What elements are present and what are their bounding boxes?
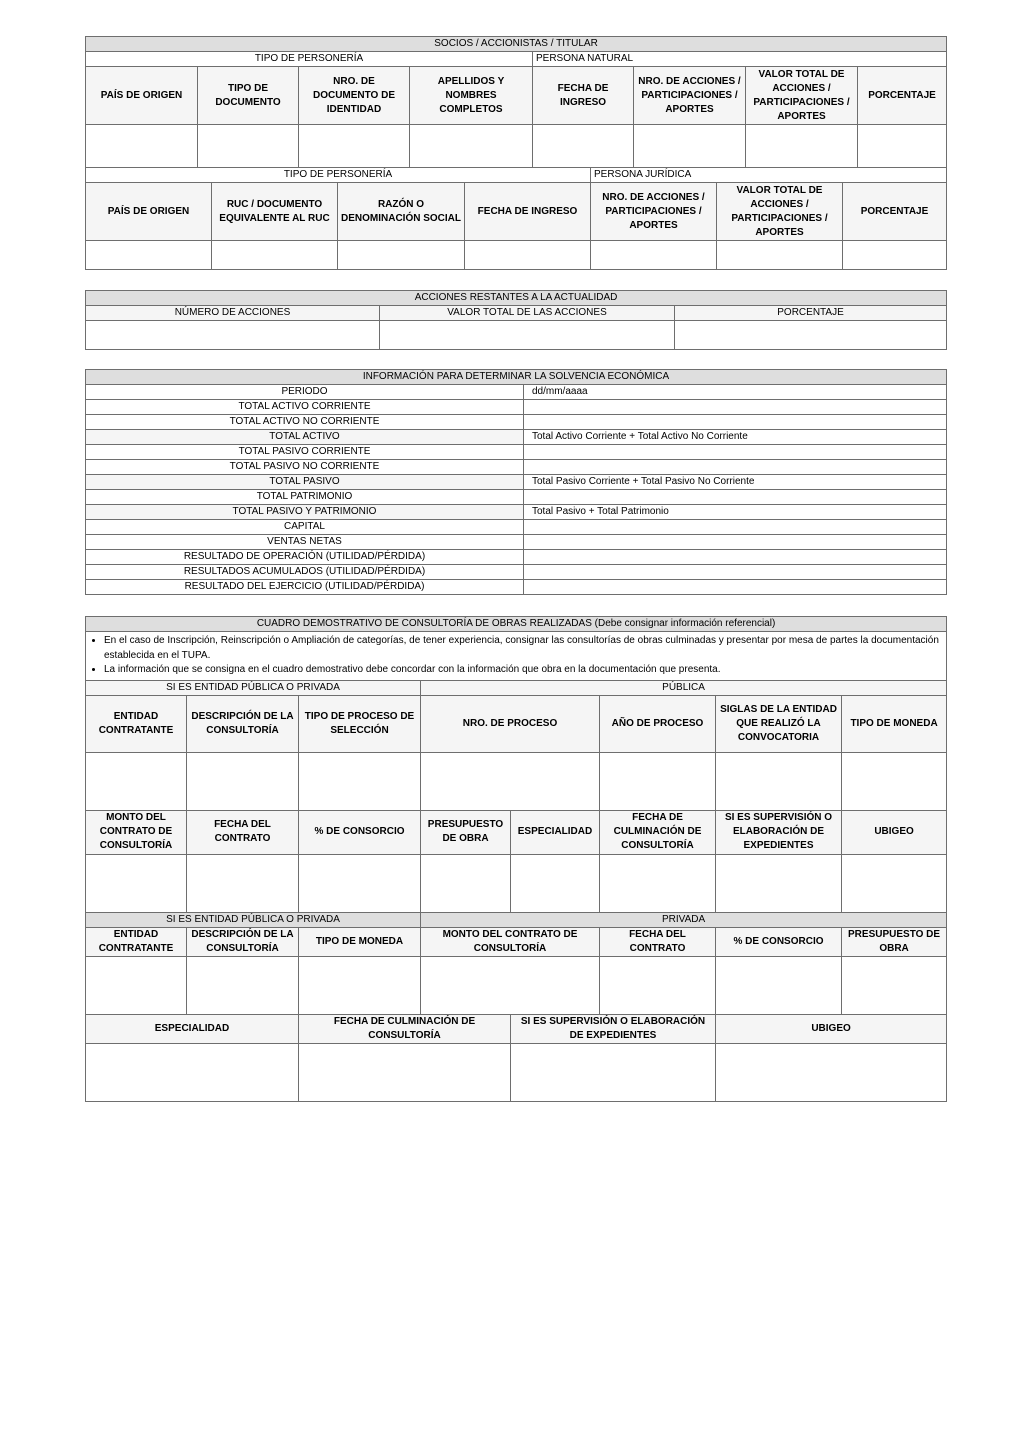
col-porcentaje-consorcio: % DE CONSORCIO [299, 810, 421, 854]
row-label: TOTAL PASIVO [86, 475, 524, 490]
juridica-input-cell[interactable] [717, 241, 843, 270]
solvencia-table [85, 369, 947, 595]
acciones-input-cell[interactable] [86, 321, 380, 350]
publica-input-cell[interactable] [511, 854, 600, 912]
juridica-input-cell[interactable] [843, 241, 947, 270]
col-monto-contrato: MONTO DEL CONTRATO DE CONSULTORÍA [421, 927, 600, 956]
natural-input-cell[interactable] [299, 125, 410, 168]
acciones-table [85, 290, 947, 350]
col-monto-contrato: MONTO DEL CONTRATO DE CONSULTORÍA [86, 810, 187, 854]
row-value[interactable] [524, 565, 947, 580]
publica-input-cell[interactable] [716, 752, 842, 810]
privada-input-cell[interactable] [86, 956, 187, 1014]
row-value[interactable] [524, 520, 947, 535]
col-porcentaje: PORCENTAJE [675, 306, 947, 321]
row-value[interactable] [524, 400, 947, 415]
row-label: TOTAL PASIVO NO CORRIENTE [86, 460, 524, 475]
row-value[interactable] [524, 535, 947, 550]
privada-input-cell[interactable] [187, 956, 299, 1014]
privada-input-cell[interactable] [511, 1043, 716, 1101]
publica-input-cell[interactable] [600, 752, 716, 810]
col-tipo-moneda: TIPO DE MONEDA [842, 695, 947, 752]
entidad-publica-privada-label: SI ES ENTIDAD PÚBLICA O PRIVADA [86, 680, 421, 695]
periodo-value[interactable]: dd/mm/aaaa [524, 385, 947, 400]
cuadro-title-note: (Debe consignar información referencial) [594, 618, 776, 629]
row-value: Total Activo Corriente + Total Activo No Corriente [524, 430, 947, 445]
natural-input-cell[interactable] [533, 125, 634, 168]
row-value: Total Pasivo + Total Patrimonio [524, 505, 947, 520]
col-fecha-contrato: FECHA DEL CONTRATO [600, 927, 716, 956]
col-valor-acciones: VALOR TOTAL DE LAS ACCIONES [380, 306, 675, 321]
publica-input-cell[interactable] [842, 854, 947, 912]
juridica-input-cell[interactable] [212, 241, 338, 270]
socios-juridica-table [85, 167, 947, 270]
tipo-personeria-label: TIPO DE PERSONERÍA [86, 168, 591, 183]
privada-input-cell[interactable] [299, 956, 421, 1014]
publica-label: PÚBLICA [421, 680, 947, 695]
note-item: • La información que se consigna en el cuadro demostrativo debe concordar con la información que obra en la documentación que presenta. [104, 663, 940, 678]
col-tipo-documento: TIPO DE DOCUMENTO [198, 67, 299, 125]
row-label: VENTAS NETAS [86, 535, 524, 550]
juridica-input-cell[interactable] [338, 241, 465, 270]
col-presupuesto-obra: PRESUPUESTO DE OBRA [421, 810, 511, 854]
privada-input-cell[interactable] [600, 956, 716, 1014]
row-label: TOTAL ACTIVO [86, 430, 524, 445]
privada-label: PRIVADA [421, 912, 947, 927]
col-valor-total: VALOR TOTAL DE ACCIONES / PARTICIPACIONES / APORTES [717, 183, 843, 241]
cuadro-notes [86, 632, 947, 681]
solvencia-title: INFORMACIÓN PARA DETERMINAR LA SOLVENCIA ECONÓMICA [86, 370, 947, 385]
cuadro-title-text: CUADRO DEMOSTRATIVO DE CONSULTORÍA DE OBRAS REALIZADAS [256, 618, 592, 629]
cuadro-title [86, 617, 947, 632]
publica-input-cell[interactable] [187, 752, 299, 810]
col-ubigeo: UBIGEO [842, 810, 947, 854]
col-porcentaje: PORCENTAJE [843, 183, 947, 241]
col-nro-documento: NRO. DE DOCUMENTO DE IDENTIDAD [299, 67, 410, 125]
col-especialidad: ESPECIALIDAD [511, 810, 600, 854]
col-especialidad: ESPECIALIDAD [86, 1014, 299, 1043]
col-fecha-culminacion: FECHA DE CULMINACIÓN DE CONSULTORÍA [600, 810, 716, 854]
privada-input-cell[interactable] [86, 1043, 299, 1101]
row-value: Total Pasivo Corriente + Total Pasivo No Corriente [524, 475, 947, 490]
col-tipo-moneda: TIPO DE MONEDA [299, 927, 421, 956]
row-label: RESULTADO DEL EJERCICIO (UTILIDAD/PÉRDIDA) [86, 580, 524, 595]
juridica-input-cell[interactable] [86, 241, 212, 270]
row-label: TOTAL PASIVO Y PATRIMONIO [86, 505, 524, 520]
note-item: • En el caso de Inscripción, Reinscripción o Ampliación de categorías, de tener experiencia, consignar las consultorías de obras culminadas y presentar por mesa de partes la documentación establecida en el TUPA. [104, 634, 940, 663]
row-label: RESULTADO DE OPERACIÓN (UTILIDAD/PÉRDIDA) [86, 550, 524, 565]
col-supervision: SI ES SUPERVISIÓN O ELABORACIÓN DE EXPEDIENTES [716, 810, 842, 854]
publica-input-cell[interactable] [299, 752, 421, 810]
privada-input-cell[interactable] [716, 956, 842, 1014]
row-value[interactable] [524, 490, 947, 505]
row-label: TOTAL PATRIMONIO [86, 490, 524, 505]
col-entidad-contratante: ENTIDAD CONTRATANTE [86, 695, 187, 752]
col-tipo-proceso: TIPO DE PROCESO DE SELECCIÓN [299, 695, 421, 752]
col-fecha-ingreso: FECHA DE INGRESO [533, 67, 634, 125]
publica-input-cell[interactable] [842, 752, 947, 810]
natural-input-cell[interactable] [86, 125, 198, 168]
col-ubigeo: UBIGEO [716, 1014, 947, 1043]
row-value[interactable] [524, 460, 947, 475]
privada-input-cell[interactable] [421, 956, 600, 1014]
col-porcentaje-consorcio: % DE CONSORCIO [716, 927, 842, 956]
row-value[interactable] [524, 415, 947, 430]
col-numero-acciones: NÚMERO DE ACCIONES [86, 306, 380, 321]
tipo-personeria-label: TIPO DE PERSONERÍA [86, 52, 533, 67]
col-nro-acciones: NRO. DE ACCIONES / PARTICIPACIONES / APORTES [591, 183, 717, 241]
col-presupuesto-obra: PRESUPUESTO DE OBRA [842, 927, 947, 956]
col-anio-proceso: AÑO DE PROCESO [600, 695, 716, 752]
natural-input-cell[interactable] [410, 125, 533, 168]
juridica-input-cell[interactable] [591, 241, 717, 270]
col-descripcion: DESCRIPCIÓN DE LA CONSULTORÍA [187, 927, 299, 956]
publica-input-cell[interactable] [716, 854, 842, 912]
row-value[interactable] [524, 550, 947, 565]
col-descripcion: DESCRIPCIÓN DE LA CONSULTORÍA [187, 695, 299, 752]
natural-input-cell[interactable] [858, 125, 947, 168]
row-value[interactable] [524, 445, 947, 460]
row-label: PERIODO [86, 385, 524, 400]
publica-input-cell[interactable] [86, 752, 187, 810]
publica-input-cell[interactable] [299, 854, 421, 912]
row-label: CAPITAL [86, 520, 524, 535]
col-valor-total: VALOR TOTAL DE ACCIONES / PARTICIPACIONES / APORTES [746, 67, 858, 125]
col-siglas-entidad: SIGLAS DE LA ENTIDAD QUE REALIZÓ LA CONVOCATORIA [716, 695, 842, 752]
cuadro-table [85, 616, 947, 1102]
natural-input-cell[interactable] [746, 125, 858, 168]
row-value[interactable] [524, 580, 947, 595]
col-pais-origen: PAÍS DE ORIGEN [86, 67, 198, 125]
publica-input-cell[interactable] [187, 854, 299, 912]
entidad-publica-privada-label: SI ES ENTIDAD PÚBLICA O PRIVADA [86, 912, 421, 927]
col-apellidos-nombres: APELLIDOS Y NOMBRES COMPLETOS [410, 67, 533, 125]
col-ruc: RUC / DOCUMENTO EQUIVALENTE AL RUC [212, 183, 338, 241]
socios-title: SOCIOS / ACCIONISTAS / TITULAR [86, 37, 947, 52]
row-label: RESULTADOS ACUMULADOS (UTILIDAD/PÉRDIDA) [86, 565, 524, 580]
acciones-title: ACCIONES RESTANTES A LA ACTUALIDAD [86, 291, 947, 306]
row-label: TOTAL ACTIVO CORRIENTE [86, 400, 524, 415]
acciones-input-cell[interactable] [675, 321, 947, 350]
acciones-input-cell[interactable] [380, 321, 675, 350]
col-porcentaje: PORCENTAJE [858, 67, 947, 125]
persona-natural-label: PERSONA NATURAL [533, 52, 947, 67]
col-fecha-culminacion: FECHA DE CULMINACIÓN DE CONSULTORÍA [299, 1014, 511, 1043]
row-label: TOTAL PASIVO CORRIENTE [86, 445, 524, 460]
persona-juridica-label: PERSONA JURÍDICA [591, 168, 947, 183]
publica-input-cell[interactable] [86, 854, 187, 912]
col-entidad-contratante: ENTIDAD CONTRATANTE [86, 927, 187, 956]
privada-input-cell[interactable] [842, 956, 947, 1014]
col-fecha-contrato: FECHA DEL CONTRATO [187, 810, 299, 854]
privada-input-cell[interactable] [716, 1043, 947, 1101]
col-supervision: SI ES SUPERVISIÓN O ELABORACIÓN DE EXPEDIENTES [511, 1014, 716, 1043]
col-nro-acciones: NRO. DE ACCIONES / PARTICIPACIONES / APORTES [634, 67, 746, 125]
col-pais-origen: PAÍS DE ORIGEN [86, 183, 212, 241]
publica-input-cell[interactable] [421, 854, 511, 912]
row-label: TOTAL ACTIVO NO CORRIENTE [86, 415, 524, 430]
privada-input-cell[interactable] [299, 1043, 511, 1101]
socios-table [85, 36, 947, 168]
natural-input-cell[interactable] [198, 125, 299, 168]
col-razon-social: RAZÓN O DENOMINACIÓN SOCIAL [338, 183, 465, 241]
natural-input-cell[interactable] [634, 125, 746, 168]
col-fecha-ingreso: FECHA DE INGRESO [465, 183, 591, 241]
col-nro-proceso: NRO. DE PROCESO [421, 695, 600, 752]
juridica-input-cell[interactable] [465, 241, 591, 270]
publica-input-cell[interactable] [421, 752, 600, 810]
publica-input-cell[interactable] [600, 854, 716, 912]
